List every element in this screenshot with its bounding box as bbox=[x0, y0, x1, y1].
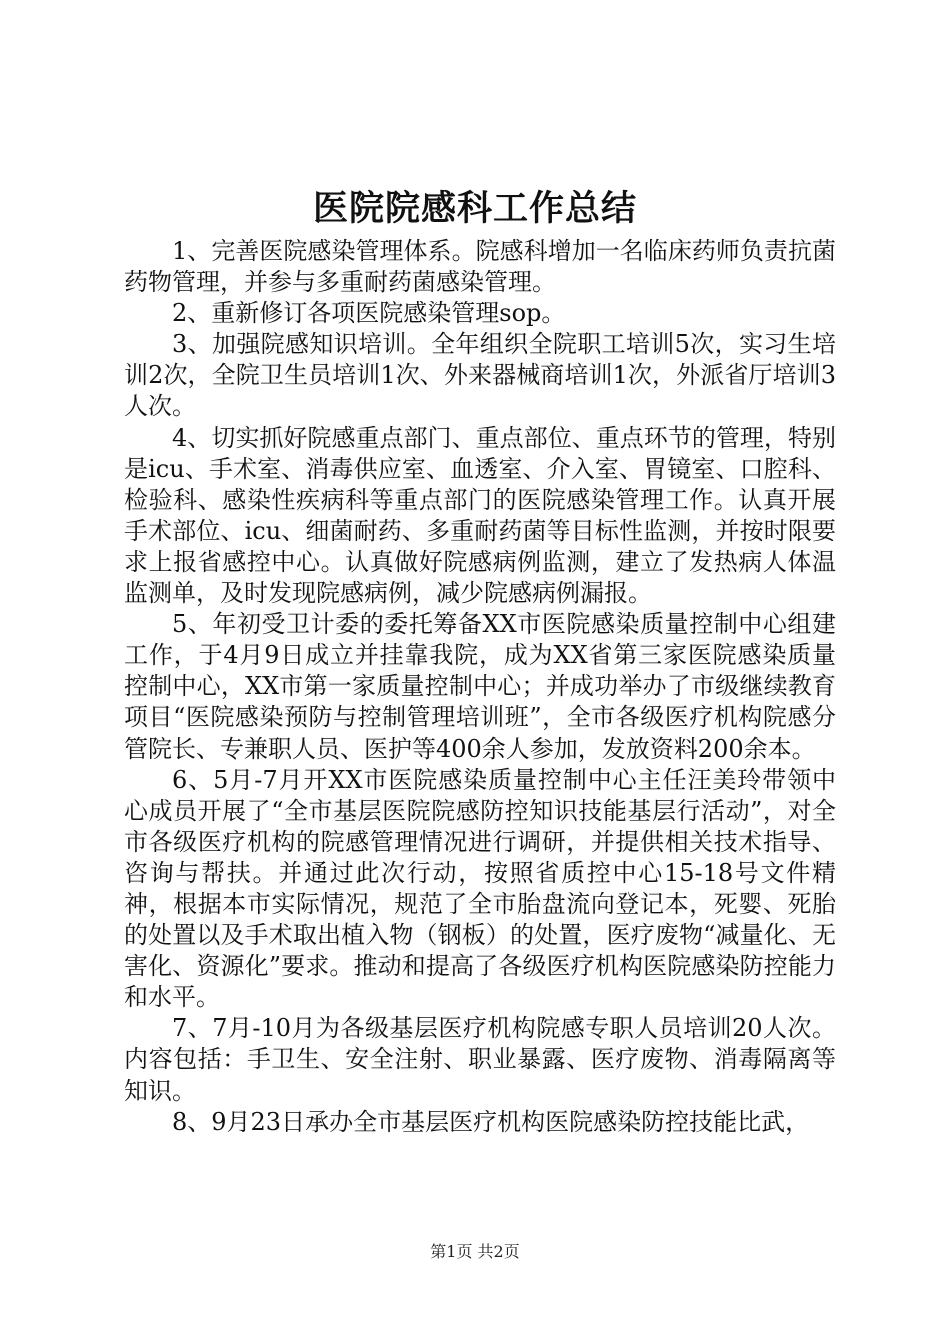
paragraph-4: 4、切实抓好院感重点部门、重点部位、重点环节的管理，特别是icu、手术室、消毒供应室、血透室、介入室、胃镜室、口腔科、检验科、感染性疾病科等重点部门的医院感染管理工作。认真开展手术部位、icu、细菌耐药、多重耐药菌等目标性监测，并按时限要求上报省感控中心。认真做好院感病例监测，建立了发热病人体温监测单，及时发现院感病例，减少院感病例漏报。 bbox=[124, 423, 836, 608]
page-number-footer: 第1页 共2页 bbox=[430, 1242, 520, 1261]
document-body bbox=[124, 236, 836, 1138]
paragraph-2: 2、重新修订各项医院感染管理sop。 bbox=[172, 299, 566, 328]
paragraph-6: 6、5月-7月开XX市医院感染质量控制中心主任汪美玲带领中心成员开展了“全市基层医院院感防控知识技能基层行活动”，对全市各级医疗机构的院感管理情况进行调研，并提供相关技术指导、咨询与帮扶。并通过此次行动，按照省质控中心15-18号文件精神，根据本市实际情况，规范了全市胎盘流向登记本，死婴、死胎的处置以及手术取出植入物（钢板）的处置，医疗废物“减量化、无害化、资源化”要求。推动和提高了各级医疗机构医院感染防控能力和水平。 bbox=[124, 765, 836, 1012]
paragraph-7: 7、7月-10月为各级基层医疗机构院感专职人员培训20人次。内容包括：手卫生、安全注射、职业暴露、医疗废物、消毒隔离等知识。 bbox=[124, 1014, 836, 1105]
paragraph-8: 8、9月23日承办全市基层医疗机构医院感染防控技能比武， bbox=[172, 1107, 810, 1136]
paragraph-1: 1、完善医院感染管理体系。院感科增加一名临床药师负责抗菌药物管理，并参与多重耐药菌感染管理。 bbox=[124, 237, 836, 297]
paragraph-5: 5、年初受卫计委的委托筹备XX市医院感染质量控制中心组建工作，于4月9日成立并挂靠我院，成为XX省第三家医院感染质量控制中心，XX市第一家质量控制中心；并成功举办了市级继续教育项目“医院感染预防与控制管理培训班”，全市各级医疗机构院感分管院长、专兼职人员、医护等400余人参加，发放资料200余本。 bbox=[124, 610, 836, 763]
document-title: 医院院感科工作总结 bbox=[312, 188, 637, 229]
paragraph-3: 3、加强院感知识培训。全年组织全院职工培训5次，实习生培训2次，全院卫生员培训1次、外来器械商培训1次，外派省厅培训3人次。 bbox=[124, 330, 836, 421]
